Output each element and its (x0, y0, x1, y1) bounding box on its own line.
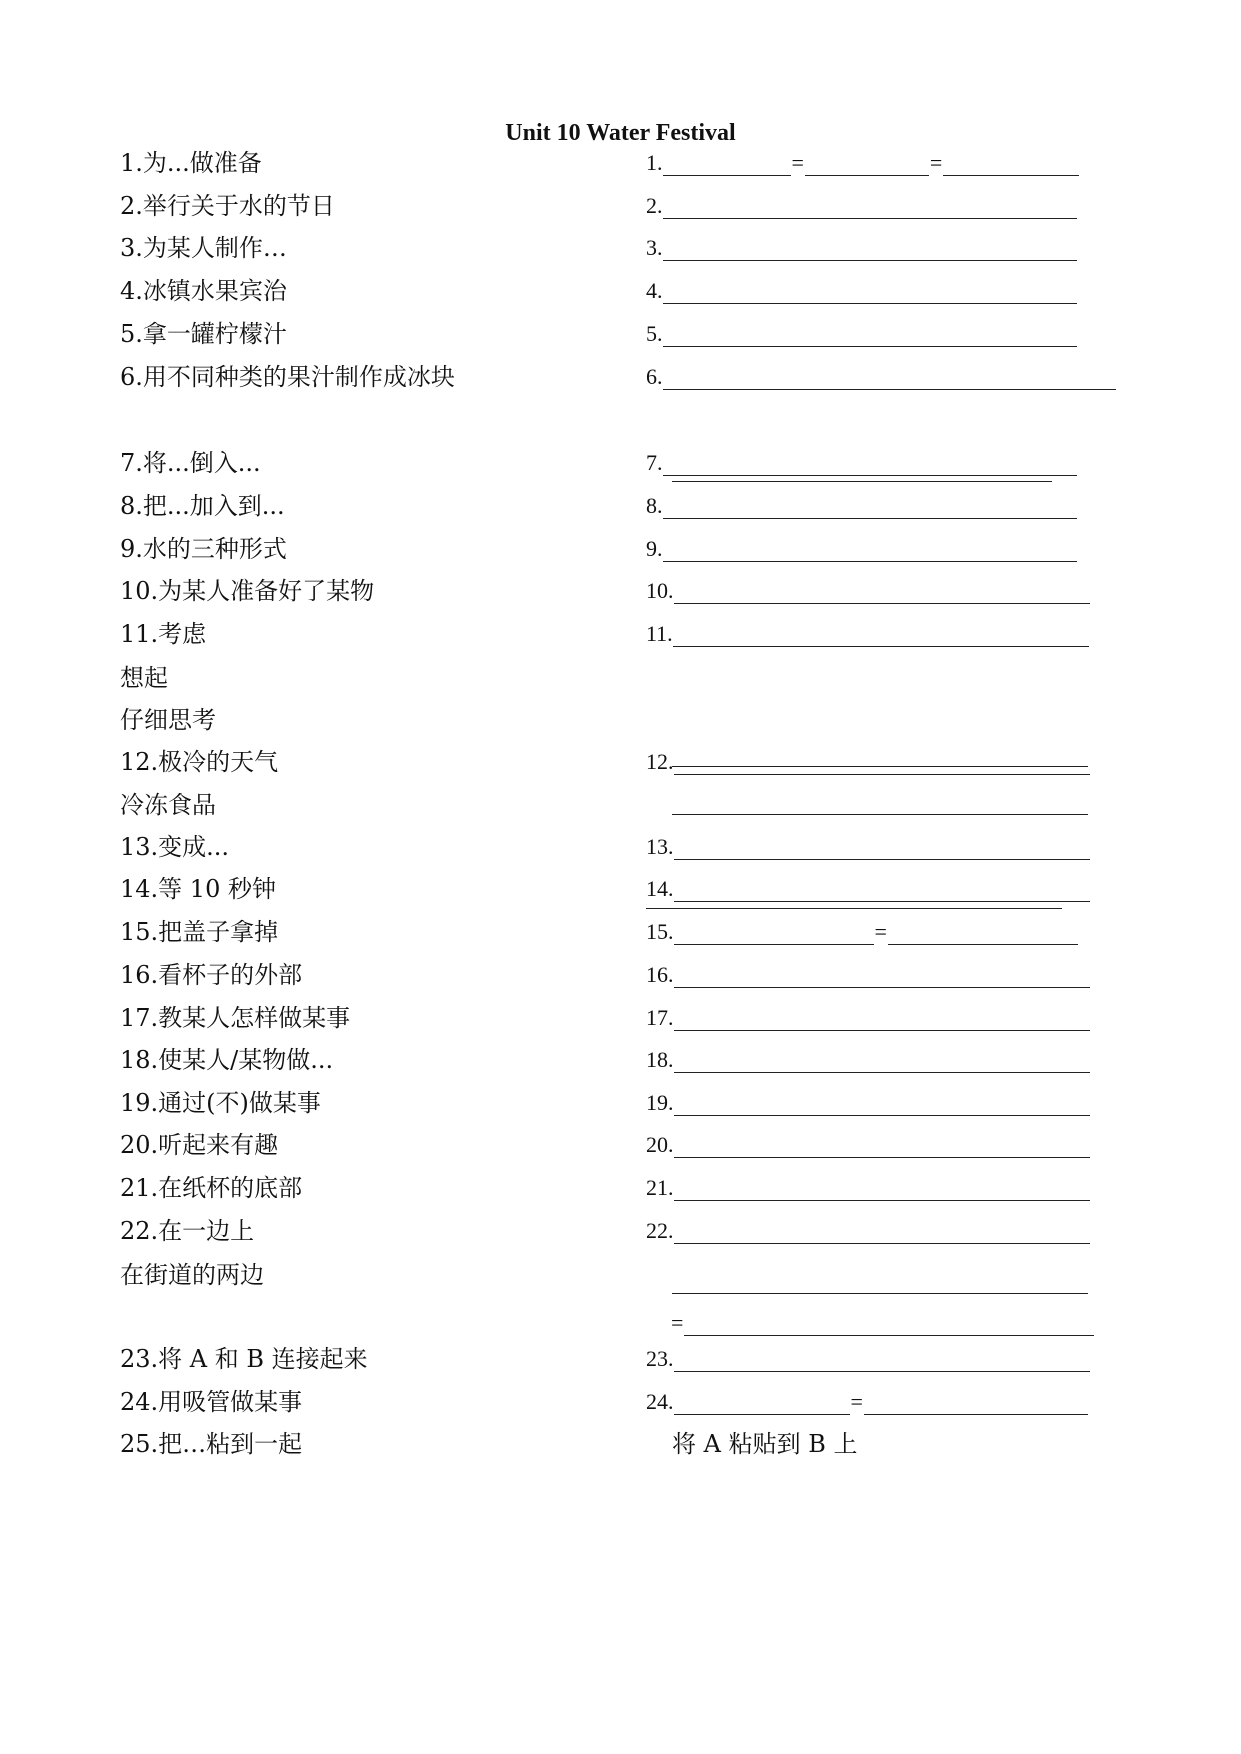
answer-row-4 (646, 278, 1077, 304)
equals-sign: = (791, 150, 804, 175)
answer-number: 20. (646, 1132, 674, 1157)
answer-row-20 (646, 1132, 1090, 1158)
prompt-item: 22.在一边上 (120, 1217, 255, 1245)
answer-blank[interactable] (674, 1351, 1090, 1372)
prompt-item: 7.将...倒入... (120, 449, 261, 477)
answer-blank[interactable] (674, 1095, 1090, 1116)
prompt-item: 23.将 A 和 B 连接起来 (120, 1345, 368, 1373)
answer-row-7 (646, 450, 1077, 476)
answer-blank[interactable] (888, 924, 1078, 945)
answer-number: 10. (646, 578, 674, 603)
answer-row-8 (646, 493, 1077, 519)
equals-sign: = (850, 1389, 863, 1414)
answer-number: 6. (646, 364, 663, 389)
answer-row-14 (646, 876, 1090, 902)
answer-row-2 (646, 193, 1077, 219)
answer-number: 18. (646, 1047, 674, 1072)
answer-row-1 (646, 150, 1079, 176)
prompt-item: 25.把…粘到一起 (120, 1430, 303, 1458)
answer-row-18 (646, 1047, 1090, 1073)
prompt-item: 17.教某人怎样做某事 (120, 1004, 351, 1032)
prompt-item: 6.用不同种类的果汁制作成冰块 (120, 363, 455, 391)
page-title: Unit 10 Water Festival (505, 120, 736, 146)
answer-row-17 (646, 1005, 1090, 1031)
answer-blank[interactable] (663, 498, 1077, 519)
answer-blank-continuation[interactable] (672, 1293, 1088, 1294)
prompt-item: 2.举行关于水的节日 (120, 192, 335, 220)
answer-row-24 (646, 1389, 1088, 1415)
prompt-item: 12.极冷的天气 (120, 748, 279, 776)
answer-blank[interactable] (663, 369, 1116, 390)
answer-row-6 (646, 364, 1116, 390)
answer-row-5 (646, 321, 1077, 347)
answer-row-13 (646, 834, 1090, 860)
prompt-item: 1.为...做准备 (120, 149, 262, 177)
equals-sign: = (929, 150, 943, 175)
answer-blank[interactable] (674, 1137, 1090, 1158)
answer-row-22-equals (670, 1310, 1094, 1336)
answer-blank[interactable] (674, 1052, 1090, 1073)
answer-number: 7. (646, 450, 663, 475)
prompt-item: 16.看杯子的外部 (120, 961, 303, 989)
answer-blank[interactable] (663, 541, 1077, 562)
answer-number: 21. (646, 1175, 674, 1200)
answer-blank[interactable] (673, 626, 1089, 647)
prompt-item: 20.听起来有趣 (120, 1131, 279, 1159)
answer-number: 8. (646, 493, 663, 518)
prompt-item: 13.变成... (120, 833, 230, 861)
answer-row-15 (646, 919, 1078, 945)
prompt-item: 21.在纸杯的底部 (120, 1174, 303, 1202)
answer-blank[interactable] (674, 1180, 1090, 1201)
answer-number: 14. (646, 876, 674, 901)
prompt-item: 冷冻食品 (120, 791, 216, 819)
prompt-item: 在街道的两边 (120, 1261, 264, 1289)
prompt-item: 想起 (120, 664, 168, 692)
answer-blank-continuation[interactable] (672, 481, 1052, 482)
answer-row-11 (646, 621, 1089, 647)
answer-blank[interactable] (674, 1394, 850, 1415)
answer-row-22 (646, 1218, 1090, 1244)
answer-blank[interactable] (674, 1223, 1090, 1244)
answer-number: 9. (646, 536, 663, 561)
answer-blank-continuation[interactable] (646, 908, 1062, 909)
equals-sign: = (874, 919, 887, 944)
prompt-item: 11.考虑 (120, 620, 207, 648)
prompt-item: 4.冰镇水果宾治 (120, 277, 287, 305)
answer-number: 2. (646, 193, 663, 218)
answer-row-19 (646, 1090, 1090, 1116)
answer-blank[interactable] (674, 967, 1090, 988)
answer-number: 19. (646, 1090, 674, 1115)
prompt-item: 15.把盖子拿掉 (120, 918, 279, 946)
answer-row-3 (646, 235, 1077, 261)
answer-number: 1. (646, 150, 663, 175)
prompt-item: 5.拿一罐柠檬汁 (120, 320, 287, 348)
answer-row-9 (646, 536, 1077, 562)
answer-blank[interactable] (663, 283, 1077, 304)
prompt-item: 9.水的三种形式 (120, 535, 287, 563)
answer-number: 22. (646, 1218, 674, 1243)
answer-blank[interactable] (663, 155, 791, 176)
answer-number: 13. (646, 834, 674, 859)
answer-blank[interactable] (943, 155, 1079, 176)
answer-blank[interactable] (663, 198, 1077, 219)
answer-blank[interactable] (663, 455, 1077, 476)
answer-number: 17. (646, 1005, 674, 1030)
equals-sign: = (671, 1310, 684, 1335)
answer-row-21 (646, 1175, 1090, 1201)
answer-blank[interactable] (864, 1394, 1088, 1415)
answer-number: 24. (646, 1389, 674, 1414)
prompt-item: 14.等 10 秒钟 (120, 875, 276, 903)
answer-blank[interactable] (663, 240, 1077, 261)
answer-blank[interactable] (674, 924, 874, 945)
prompt-item: 8.把...加入到... (120, 492, 285, 520)
answer-number: 12. (646, 749, 674, 774)
answer-number: 23. (646, 1346, 674, 1371)
answer-blank[interactable] (684, 1315, 1094, 1336)
answer-blank[interactable] (674, 754, 1090, 775)
answer-number: 4. (646, 278, 663, 303)
answer-number: 5. (646, 321, 663, 346)
prompt-item: 仔细思考 (120, 706, 216, 734)
answer-number: 11. (646, 621, 673, 646)
answer-blank[interactable] (674, 583, 1090, 604)
answer-blank[interactable] (674, 881, 1090, 902)
answer-number: 15. (646, 919, 674, 944)
answer-number: 3. (646, 235, 663, 260)
prompt-item: 3.为某人制作… (120, 234, 287, 262)
prompt-item: 24.用吸管做某事 (120, 1388, 303, 1416)
prompt-item: 10.为某人准备好了某物 (120, 577, 375, 605)
prompt-item: 18.使某人/某物做... (120, 1046, 334, 1074)
answer-row-12 (646, 749, 1090, 775)
answer-blank[interactable] (663, 326, 1077, 347)
prompt-item: 19.通过(不)做某事 (120, 1089, 321, 1117)
answer-number: 16. (646, 962, 674, 987)
answer-blank[interactable] (674, 1010, 1090, 1031)
answer-row-16 (646, 962, 1090, 988)
answer-note: 将 A 粘贴到 B 上 (672, 1430, 858, 1458)
answer-row-23 (646, 1346, 1090, 1372)
answer-blank[interactable] (674, 839, 1090, 860)
answer-blank-continuation[interactable] (672, 814, 1088, 815)
answer-blank[interactable] (805, 155, 929, 176)
answer-row-10 (646, 578, 1090, 604)
